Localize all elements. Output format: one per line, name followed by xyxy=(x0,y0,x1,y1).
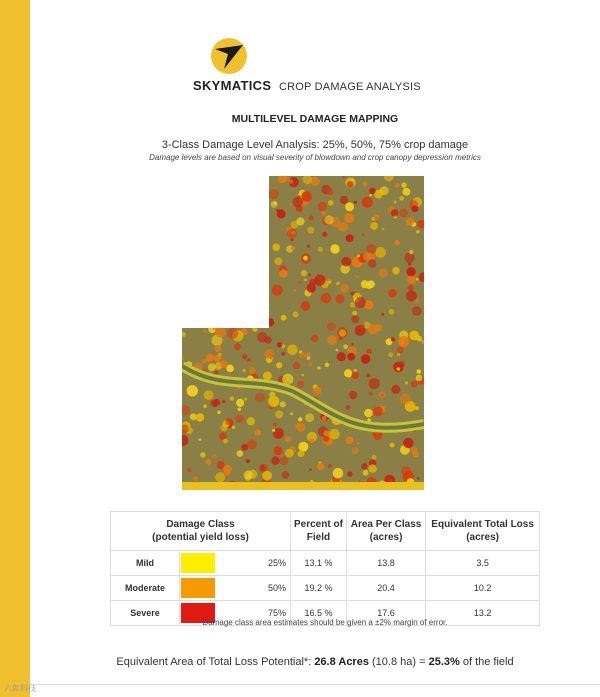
damage-class-table xyxy=(110,511,540,626)
map-texture-speck xyxy=(224,469,231,476)
map-texture-speck xyxy=(354,201,357,204)
map-texture-speck xyxy=(318,247,323,252)
map-texture-speck xyxy=(325,215,334,224)
summary-acres: 26.8 Acres xyxy=(314,656,369,668)
map-texture-speck xyxy=(203,330,206,333)
map-texture-speck xyxy=(299,281,302,284)
map-texture-speck xyxy=(379,268,388,277)
map-texture-speck xyxy=(290,203,293,206)
map-texture-speck xyxy=(272,243,280,251)
map-texture-speck xyxy=(346,436,354,444)
equivalent-loss: 13.2 xyxy=(426,601,540,626)
map-texture-speck xyxy=(327,322,336,331)
map-texture-speck xyxy=(336,349,339,352)
map-texture-speck xyxy=(212,454,217,459)
map-texture-speck xyxy=(330,244,339,253)
map-texture-speck xyxy=(340,284,349,293)
map-texture-speck xyxy=(217,410,221,414)
map-texture-speck xyxy=(364,409,373,418)
map-texture-speck xyxy=(309,469,311,471)
map-texture-speck xyxy=(271,357,274,360)
map-texture-speck xyxy=(390,443,395,448)
map-texture-speck xyxy=(263,371,272,380)
map-texture-speck xyxy=(260,465,266,471)
map-texture-speck xyxy=(362,233,365,236)
map-texture-speck xyxy=(196,413,204,421)
map-texture-speck xyxy=(309,216,314,221)
map-texture-speck xyxy=(397,367,401,371)
map-texture-speck xyxy=(310,439,315,444)
map-texture-speck xyxy=(415,298,419,302)
map-texture-speck xyxy=(404,252,414,262)
map-texture-speck xyxy=(373,407,383,417)
map-texture-speck xyxy=(272,285,283,296)
map-texture-speck xyxy=(417,477,420,480)
map-texture-speck xyxy=(277,342,281,346)
map-texture-speck xyxy=(297,381,304,388)
map-texture-speck xyxy=(221,424,228,431)
map-texture-speck xyxy=(406,267,415,276)
map-texture-speck xyxy=(328,281,331,284)
map-texture-speck xyxy=(412,306,422,316)
map-texture-speck xyxy=(307,245,310,248)
map-texture-speck xyxy=(308,274,311,277)
map-texture-speck xyxy=(372,455,377,460)
map-texture-speck xyxy=(328,200,334,206)
map-texture-speck xyxy=(342,257,352,267)
map-texture-speck xyxy=(244,398,247,401)
map-texture-speck xyxy=(333,468,344,479)
map-texture-speck xyxy=(293,197,304,208)
map-texture-speck xyxy=(234,343,241,350)
map-texture-speck xyxy=(301,270,308,277)
map-texture-speck xyxy=(408,285,414,291)
map-texture-speck xyxy=(269,189,279,199)
map-texture-speck xyxy=(235,415,243,423)
map-texture-speck xyxy=(381,313,384,316)
watermark-text: 六郎科技 xyxy=(4,684,36,693)
map-texture-speck xyxy=(352,311,357,316)
map-texture-speck xyxy=(399,208,408,217)
map-texture-speck xyxy=(394,201,397,204)
map-texture-speck xyxy=(232,425,236,429)
map-texture-speck xyxy=(273,422,277,426)
accent-sidebar-bar xyxy=(0,0,30,697)
map-texture-speck xyxy=(247,417,255,425)
map-texture-speck xyxy=(409,331,419,341)
map-texture-speck xyxy=(268,396,279,407)
map-texture-speck xyxy=(361,354,370,363)
map-texture-speck xyxy=(264,336,271,343)
loss-level: 50% xyxy=(267,583,286,593)
table-row xyxy=(111,576,540,601)
header-damage-class: Damage Class (potential yield loss) xyxy=(111,512,291,551)
map-texture-speck xyxy=(391,385,400,394)
report-title: MULTILEVEL DAMAGE MAPPING xyxy=(231,113,399,125)
map-texture-speck xyxy=(349,391,357,399)
map-texture-speck xyxy=(391,209,399,217)
map-texture-speck xyxy=(380,186,389,195)
map-texture-speck xyxy=(403,438,413,448)
map-texture-speck xyxy=(321,211,326,216)
map-texture-speck xyxy=(276,362,282,368)
map-texture-speck xyxy=(314,275,325,286)
map-texture-speck xyxy=(388,289,396,297)
map-texture-speck xyxy=(405,381,408,384)
map-texture-speck xyxy=(223,439,228,444)
map-texture-speck xyxy=(322,232,327,237)
map-texture-speck xyxy=(303,256,308,261)
map-texture-speck xyxy=(400,196,404,200)
map-texture-speck xyxy=(271,456,280,465)
map-texture-speck xyxy=(391,337,395,341)
area-per-class: 20.4 xyxy=(346,576,425,601)
map-texture-speck xyxy=(317,463,324,470)
map-texture-speck xyxy=(400,394,411,405)
map-texture-speck xyxy=(304,279,307,282)
loss-level: 25% xyxy=(267,558,286,568)
map-texture-speck xyxy=(368,259,376,267)
map-texture-speck xyxy=(307,227,314,234)
map-texture-speck xyxy=(274,446,283,455)
map-texture-speck xyxy=(406,217,415,226)
map-texture-speck xyxy=(395,183,400,188)
map-texture-speck xyxy=(351,343,354,346)
map-texture-speck xyxy=(324,430,330,436)
map-texture-speck xyxy=(352,315,360,323)
map-texture-speck xyxy=(281,315,287,321)
map-texture-speck xyxy=(274,257,282,265)
map-texture-speck xyxy=(301,301,311,311)
map-texture-speck xyxy=(215,327,226,338)
map-texture-speck xyxy=(289,180,293,184)
class-name: Severe xyxy=(111,601,180,626)
map-texture-speck xyxy=(337,352,346,361)
map-texture-speck xyxy=(199,438,202,441)
skymatics-logo-icon xyxy=(210,37,248,75)
map-texture-speck xyxy=(362,197,373,208)
map-texture-speck xyxy=(287,345,298,356)
map-texture-speck xyxy=(255,393,265,403)
map-texture-speck xyxy=(401,466,411,476)
map-texture-speck xyxy=(369,194,372,197)
map-texture-speck xyxy=(305,413,314,422)
map-texture-speck xyxy=(411,447,418,454)
map-texture-speck xyxy=(297,423,306,432)
report-note: Damage levels are based on visual severity of blowdown and crop canopy depression metrics xyxy=(149,153,481,162)
product-name: CROP DAMAGE ANALYSIS xyxy=(279,81,421,93)
map-texture-speck xyxy=(204,390,214,400)
map-texture-speck xyxy=(187,385,198,396)
map-texture-speck xyxy=(306,353,310,357)
map-texture-speck xyxy=(313,386,321,394)
map-texture-speck xyxy=(340,196,348,204)
map-texture-speck xyxy=(309,279,316,286)
map-texture-speck xyxy=(285,436,291,442)
map-texture-speck xyxy=(338,222,348,232)
map-texture-speck xyxy=(369,378,380,389)
map-texture-speck xyxy=(307,356,311,360)
map-texture-speck xyxy=(230,396,234,400)
map-texture-speck xyxy=(409,250,413,254)
map-texture-speck xyxy=(325,363,329,367)
map-texture-speck xyxy=(339,330,346,337)
map-texture-speck xyxy=(394,240,399,245)
map-texture-speck xyxy=(246,459,250,463)
report-subtitle: 3-Class Damage Level Analysis: 25%, 50%, 75% crop damage xyxy=(161,139,469,151)
map-texture-speck xyxy=(275,410,283,418)
area-per-class: 17.6 xyxy=(346,601,425,626)
map-texture-speck xyxy=(407,275,416,284)
map-texture-speck xyxy=(363,252,372,261)
map-texture-speck xyxy=(220,360,228,368)
map-texture-speck xyxy=(187,468,192,473)
map-texture-speck xyxy=(402,188,410,196)
map-texture-speck xyxy=(339,337,343,341)
map-texture-speck xyxy=(367,280,375,288)
map-texture-speck xyxy=(416,230,420,234)
map-texture-speck xyxy=(291,246,295,250)
map-texture-speck xyxy=(276,209,279,212)
map-texture-speck xyxy=(266,318,274,326)
map-texture-speck xyxy=(298,450,305,457)
map-texture-speck xyxy=(254,429,261,436)
map-texture-speck xyxy=(293,362,300,369)
map-texture-speck xyxy=(218,353,222,357)
map-texture-speck xyxy=(345,202,354,211)
map-texture-speck xyxy=(347,472,352,477)
map-texture-speck xyxy=(214,345,221,352)
map-texture-speck xyxy=(416,375,423,382)
header-percent-of-field: Percent of Field xyxy=(291,512,347,551)
map-texture-speck xyxy=(388,352,393,357)
map-texture-speck xyxy=(344,213,354,223)
class-name: Moderate xyxy=(111,576,180,601)
map-texture-speck xyxy=(282,471,290,479)
map-texture-speck xyxy=(200,452,206,458)
map-texture-speck xyxy=(336,282,340,286)
map-texture-speck xyxy=(317,366,320,369)
map-texture-speck xyxy=(244,470,253,479)
map-texture-speck xyxy=(411,381,418,388)
table-row xyxy=(111,551,540,576)
map-texture-speck xyxy=(298,442,308,452)
map-texture-speck xyxy=(323,436,329,442)
map-texture-speck xyxy=(296,217,304,225)
map-texture-speck xyxy=(238,408,242,412)
map-texture-speck xyxy=(369,392,373,396)
map-texture-speck xyxy=(262,471,272,481)
map-texture-speck xyxy=(308,362,312,366)
map-texture-speck xyxy=(208,363,216,371)
map-texture-speck xyxy=(363,470,369,476)
map-texture-speck xyxy=(329,429,340,440)
map-texture-speck xyxy=(311,335,318,342)
map-texture-speck xyxy=(290,412,293,415)
map-texture-speck xyxy=(375,324,382,331)
percent-of-field: 19.2 % xyxy=(291,576,347,601)
map-texture-speck xyxy=(350,302,356,308)
brand-name: SKYMATICS xyxy=(193,78,272,93)
map-texture-speck xyxy=(347,181,354,188)
map-texture-speck xyxy=(356,275,359,278)
map-texture-speck xyxy=(382,228,385,231)
loss-level: 75% xyxy=(267,608,286,618)
map-texture-speck xyxy=(361,463,367,469)
map-texture-speck xyxy=(335,294,344,303)
map-texture-speck xyxy=(370,222,378,230)
map-texture-speck xyxy=(203,404,207,408)
map-texture-speck xyxy=(369,464,377,472)
map-texture-speck xyxy=(355,297,366,308)
map-texture-speck xyxy=(222,400,225,403)
total-loss-summary: Equivalent Area of Total Loss Potential*: 26.8 Acres (10.8 ha) = 25.3% of the field xyxy=(116,656,514,668)
map-texture-speck xyxy=(272,429,275,432)
color-swatch xyxy=(181,553,215,573)
equivalent-loss: 10.2 xyxy=(426,576,540,601)
map-texture-speck xyxy=(206,459,212,465)
map-texture-speck xyxy=(367,349,372,354)
map-texture-speck xyxy=(354,369,357,372)
map-texture-speck xyxy=(361,324,364,327)
map-texture-speck xyxy=(369,188,376,195)
map-texture-speck xyxy=(227,328,238,339)
map-texture-speck xyxy=(285,449,294,458)
map-texture-speck xyxy=(301,191,312,202)
map-texture-speck xyxy=(327,188,334,195)
map-texture-speck xyxy=(397,347,404,354)
map-texture-speck xyxy=(279,270,287,278)
map-texture-speck xyxy=(417,369,422,374)
map-texture-speck xyxy=(252,327,257,332)
map-texture-speck xyxy=(242,354,247,359)
map-texture-speck xyxy=(357,442,360,445)
map-texture-speck xyxy=(398,336,409,347)
map-texture-speck xyxy=(401,182,406,187)
map-texture-speck xyxy=(281,352,285,356)
map-texture-speck xyxy=(415,406,419,410)
map-texture-speck xyxy=(215,472,225,482)
map-texture-speck xyxy=(328,464,332,468)
map-texture-speck xyxy=(344,369,352,377)
map-texture-speck xyxy=(362,181,367,186)
summary-percent: 25.3% xyxy=(428,656,460,668)
map-texture-speck xyxy=(357,254,360,257)
map-texture-speck xyxy=(299,352,306,359)
map-texture-speck xyxy=(206,354,214,362)
map-texture-speck xyxy=(226,365,234,373)
map-texture-speck xyxy=(213,399,220,406)
map-texture-speck xyxy=(293,289,296,292)
map-texture-speck xyxy=(346,234,354,242)
map-texture-speck xyxy=(412,206,419,213)
color-swatch xyxy=(181,578,215,598)
map-texture-speck xyxy=(379,391,386,398)
class-name: Mild xyxy=(111,551,180,576)
damage-map-image xyxy=(182,176,424,490)
footer-divider xyxy=(30,684,600,685)
map-texture-speck xyxy=(347,353,355,361)
equivalent-loss: 3.5 xyxy=(426,551,540,576)
map-texture-speck xyxy=(389,309,395,315)
area-per-class: 13.8 xyxy=(346,551,425,576)
map-texture-speck xyxy=(408,262,411,265)
map-texture-speck xyxy=(392,267,400,275)
map-texture-speck xyxy=(343,344,348,349)
map-texture-speck xyxy=(247,358,251,362)
map-texture-speck xyxy=(351,447,359,455)
map-texture-speck xyxy=(375,247,386,258)
map-texture-speck xyxy=(366,374,370,378)
map-texture-speck xyxy=(237,450,244,457)
map-texture-speck xyxy=(248,367,255,374)
header-area-per-class: Area Per Class (acres) xyxy=(346,512,425,551)
map-texture-speck xyxy=(321,293,332,304)
map-texture-speck xyxy=(242,369,246,373)
map-texture-speck xyxy=(293,312,299,318)
margin-of-error-note: Damage class area estimates should be given a ±2% margin of error. xyxy=(202,618,448,627)
map-texture-speck xyxy=(346,405,351,410)
header-equivalent-total-loss: Equivalent Total Loss (acres) xyxy=(426,512,540,551)
map-texture-speck xyxy=(226,418,233,425)
map-texture-speck xyxy=(279,456,288,465)
percent-of-field: 16.5 % xyxy=(291,601,347,626)
map-texture-speck xyxy=(322,416,327,421)
map-texture-speck xyxy=(327,335,336,344)
map-texture-speck xyxy=(318,202,327,211)
percent-of-field: 13.1 % xyxy=(291,551,347,576)
map-texture-speck xyxy=(374,215,380,221)
map-texture-speck xyxy=(416,278,419,281)
map-texture-speck xyxy=(291,238,294,241)
map-texture-speck xyxy=(190,413,197,420)
map-texture-speck xyxy=(298,417,302,421)
map-texture-speck xyxy=(280,401,286,407)
map-texture-speck xyxy=(352,372,359,379)
map-texture-speck xyxy=(287,228,297,238)
map-texture-speck xyxy=(194,477,199,482)
map-texture-speck xyxy=(236,399,244,407)
map-texture-speck xyxy=(301,374,304,377)
map-texture-speck xyxy=(271,201,278,208)
map-texture-speck xyxy=(247,439,257,449)
